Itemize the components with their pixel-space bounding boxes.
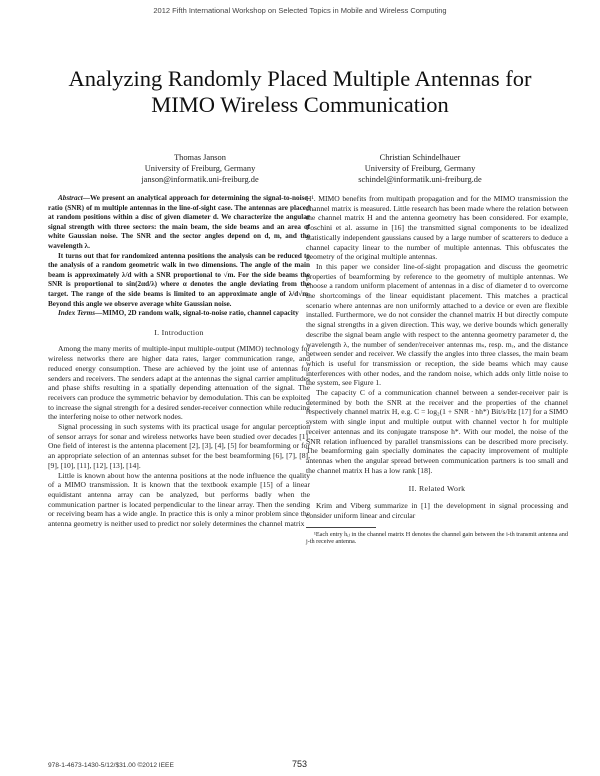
- abstract-paragraph: [48, 194, 310, 252]
- author-name: Christian Schindelhauer: [379, 153, 461, 162]
- copyright-line: 978-1-4673-1430-5/12/$31.00 ©2012 IEEE: [48, 762, 174, 769]
- body-paragraph: Little is known about how the antenna positions at the node influence the quality of a MIMO transmission. It is known that the textbook example [15] of a linear equidistant antenna array can be analyzed, but performs badly when the communication partner is located perpendicular to the linear array. Then the sending or receiving beam has a wide angle. In practice this is only a minor problem since the antenna geometry is neither used to predict nor solely determines the channel matrix: [48, 470, 310, 529]
- section-heading-introduction: I. Introduction: [154, 327, 204, 337]
- abstract-text: —We present an analytical approach for determining the signal-to-noise-ratio (SNR) of m multiple antennas in the line-of-sight case. The antennas are placed at random positions within a disc of given diameter d. We characterize the angular signal strength with three sectors: the main beam, the side beams and an area of white Gaussian noise. The SNR and the sector angles depend on d, m, and the wavelength λ.: [48, 194, 310, 250]
- index-terms-label: Index Terms: [58, 309, 96, 318]
- author-email: schindel@informatik.uni-freiburg.de: [358, 175, 482, 184]
- author-block-1: [90, 152, 310, 185]
- index-terms: [48, 309, 310, 319]
- body-paragraph: Among the many merits of multiple-input multiple-output (MIMO) technology for wireless networks there are higher data rates, larger communication range, and reduced energy consumption. These are achieved by the joint use of antennas for senders and receivers. The senders adapt at the antennas the signal carrier amplitudes and phase shifts resulting in a spatially depending attenuation of the signal. The receivers can produce the symmetric behavior by demodulation. This can be exploited to increase the signal strength for a desired sender-receiver connection while reducing the interfering noise to other network nodes.: [48, 344, 310, 422]
- paper-title: Analyzing Randomly Placed Multiple Antennas for MIMO Wireless Communication: [68, 66, 532, 117]
- section-heading-related-work: II. Related Work: [408, 484, 466, 494]
- footnote: ¹Each entry hᵢⱼ in the channel matrix H denotes the channel gain between the i-th transmit antenna and j-th receive antenna.: [306, 530, 568, 546]
- page-number: 753: [292, 759, 308, 769]
- footnote-divider: [306, 527, 376, 528]
- index-terms-text: —MIMO, 2D random walk, signal-to-noise ratio, channel capacity: [95, 309, 299, 318]
- body-paragraph: The capacity C of a communication channel between a sender-receiver pair is determined by both the SNR at the receiver and the properties of the channel respectively channel matrix H, e.g. C = log₂(1 + SNR · hh*) Bit/s/Hz [17] for a SIMO system with single input and multiple output with channel vector h for multiple receiver antennas and its conjugate transpose h*. With our model, the noise of the SNR relation influenced by parallel transmissions can be described more precisely. The beamforming gain specially dominates the capacity improvement of multiple antennas when the angular spread between communication partners is too small and the channel matrix H has a low rank [18].: [306, 388, 568, 475]
- body-paragraph: Krim and Viberg summarize in [1] the development in signal processing and consider uniform linear and circular: [306, 501, 568, 520]
- body-paragraph: In this paper we consider line-of-sight propagation and discuss the geometric properties of beamforming by reference to the geometry of multiple antennas. We choose a random uniform placement of antennas in a disc of diameter d to overcome the shortcomings of the linear equidistant placement. This matches a practical scenario where antennas are non uniformly attached to a device or even are flexible installed. Furthermore, we do not consider the channel matrix H but directly compute the signal strengths in a given direction. This way, we derive bounds which generally describe the signal beam angle with respect to the antenna geometry parameter d, the wavelength λ, the number of sender/receiver antennas mₛ, resp. mᵣ, and the distance between sender and receiver. We classify the angles into three classes, the main beam which is useful for transmission or reception, the side beams which may cause interferences with other nodes, and the random noise, which adds only little noise to the system, see Figure 1.: [306, 261, 568, 388]
- conference-header: 2012 Fifth International Workshop on Selected Topics in Mobile and Wireless Computing: [153, 6, 447, 15]
- left-column: [48, 194, 310, 529]
- author-affiliation: University of Freiburg, Germany: [144, 164, 256, 173]
- body-paragraph: Signal processing in such systems with its practical usage for angular perception of sensor arrays for sonar and wireless networks have been studied over decades [1]. One field of interest is the antenna placement [2], [3], [4], [5] for beamforming or for an appropriate selection of an antennas subset for the best beamforming [6], [7], [8], [9], [10], [11], [12], [13], [14].: [48, 422, 310, 470]
- author-affiliation: University of Freiburg, Germany: [364, 164, 476, 173]
- author-block-2: [310, 152, 530, 185]
- abstract-label: Abstract: [58, 194, 83, 202]
- body-paragraph: H¹. MIMO benefits from multipath propagation and for the MIMO transmission the channel matrix is measured. Little research has been made where the relation between the channel matrix H and the antenna geometry has been considered. For example, Foschini et al. assume in [16] the transmitted signal components to be idealized statistically independent gaussians caused by a large number of scatterers to deduce a channel capacity linear to the number of multiple antennas. This obfuscates the geometry of the original multiple antennas.: [306, 194, 568, 262]
- abstract-paragraph-2: It turns out that for randomized antenna positions the analysis can be reduced to the analysis of a random geometric walk in two dimensions. The angle of the main beam is approximately λ/d with a SNR proportional to √m. For the side beams the SNR is proportional to sin(2αd/λ) where α denotes the angle deviating from the target. The range of the side beams is limited to an approximate angle of λ/d√m. Beyond this angle we observe average white Gaussian noise.: [48, 251, 310, 308]
- right-column: [306, 194, 568, 546]
- author-email: janson@informatik.uni-freiburg.de: [141, 175, 259, 184]
- author-name: Thomas Janson: [174, 153, 226, 162]
